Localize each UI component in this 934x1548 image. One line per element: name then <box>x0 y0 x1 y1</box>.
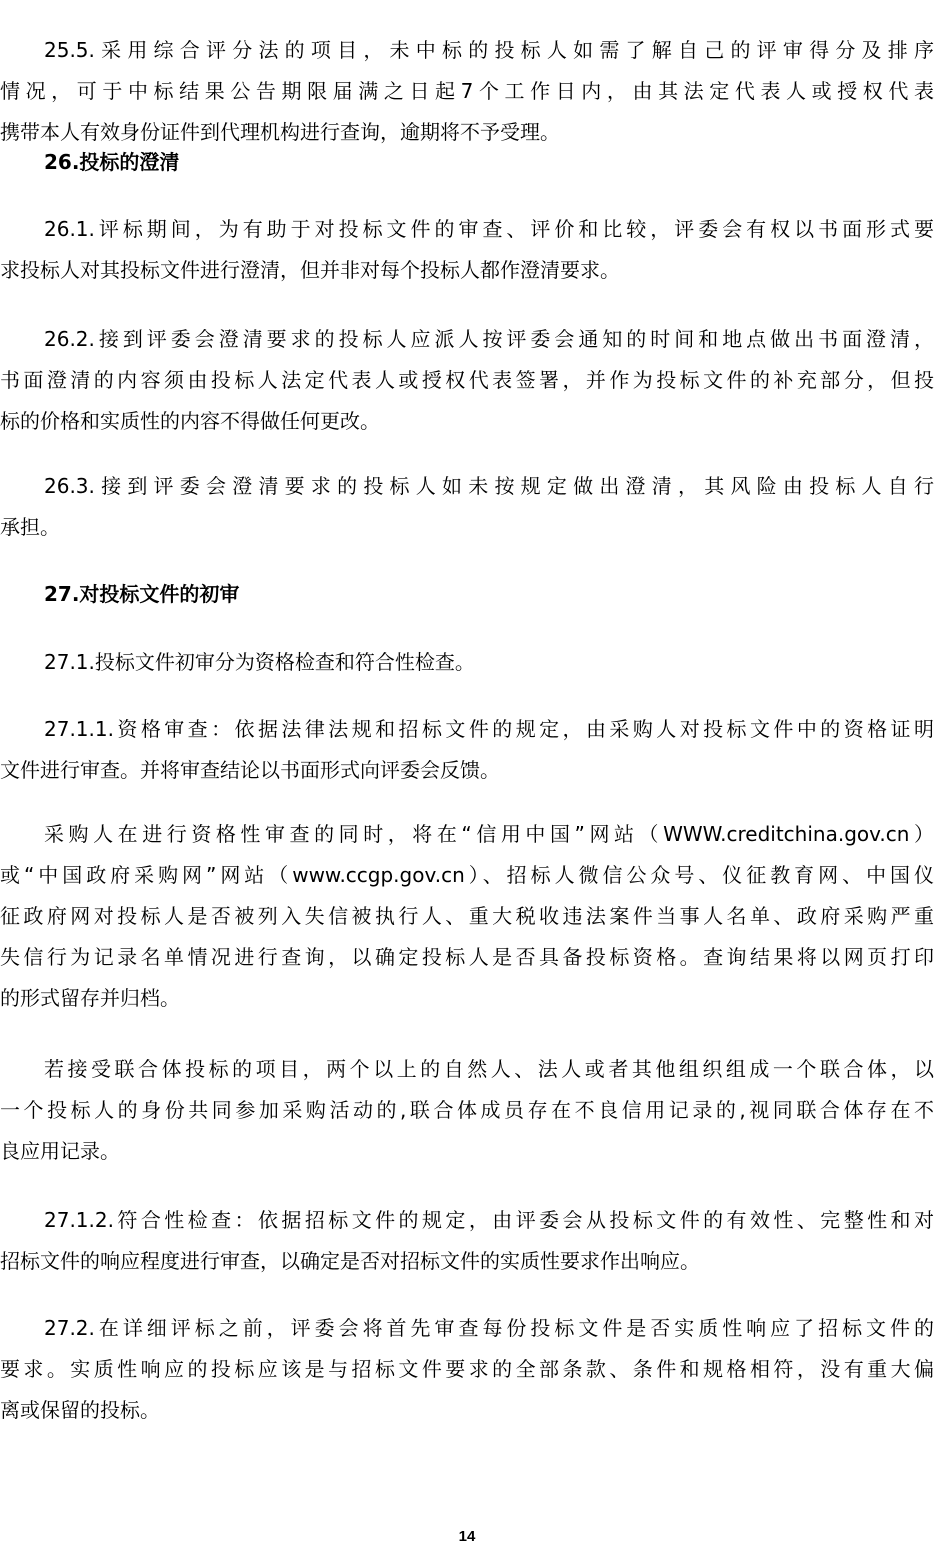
text-line: 标的价格和实质性的内容不得做任何更改。 <box>0 409 380 433</box>
text-line: 离或保留的投标。 <box>0 1398 160 1422</box>
text-line: 一个投标人的身份共同参加采购活动的,联合体成员存在不良信用记录的,视同联合体存在不 <box>0 1098 934 1122</box>
paragraph-27-2 <box>0 1308 934 1431</box>
text-line: 携带本人有效身份证件到代理机构进行查询，逾期将不予受理。 <box>0 120 560 144</box>
text-line: 情况，可于中标结果公告期限届满之日起7个工作日内，由其法定代表人或授权代表 <box>0 79 934 103</box>
paragraph-27-1-2 <box>0 1200 934 1282</box>
paragraph-25-5 <box>0 30 934 153</box>
text-line: 27.1.1.资格审查：依据法律法规和招标文件的规定，由采购人对投标文件中的资格证明 <box>44 717 934 741</box>
heading-27 <box>0 574 934 615</box>
text-line: 书面澄清的内容须由投标人法定代表人或授权代表签署，并作为投标文件的补充部分，但投 <box>0 368 934 392</box>
text-line: 26.2.接到评委会澄清要求的投标人应派人按评委会通知的时间和地点做出书面澄清， <box>44 327 934 351</box>
paragraph-26-3 <box>0 466 934 548</box>
paragraph-credit-check <box>0 814 934 1019</box>
text-line: 征政府网对投标人是否被列入失信被执行人、重大税收违法案件当事人名单、政府采购严重 <box>0 904 934 928</box>
text-line: 26.3.接到评委会澄清要求的投标人如未按规定做出澄清，其风险由投标人自行 <box>44 474 934 498</box>
paragraph-27-1-1 <box>0 709 934 791</box>
text-line: 承担。 <box>0 515 60 539</box>
heading-26 <box>0 142 934 183</box>
text-line: 27.2.在详细评标之前，评委会将首先审查每份投标文件是否实质性响应了招标文件的 <box>44 1316 934 1340</box>
text-line: 文件进行审查。并将审查结论以书面形式向评委会反馈。 <box>0 758 500 782</box>
text-line: 失信行为记录名单情况进行查询，以确定投标人是否具备投标资格。查询结果将以网页打印 <box>0 945 934 969</box>
section-heading: 27.对投标文件的初审 <box>44 582 240 606</box>
text-line: 的形式留存并归档。 <box>0 986 180 1010</box>
text-line: 26.1.评标期间，为有助于对投标文件的审查、评价和比较，评委会有权以书面形式要 <box>44 217 934 241</box>
paragraph-26-2 <box>0 319 934 442</box>
text-line: 求投标人对其投标文件进行澄清，但并非对每个投标人都作澄清要求。 <box>0 258 620 282</box>
text-line: 27.1.2.符合性检查：依据招标文件的规定，由评委会从投标文件的有效性、完整性和对 <box>44 1208 934 1232</box>
paragraph-27-1 <box>0 642 934 683</box>
paragraph-26-1 <box>0 209 934 291</box>
text-line: 或“中国政府采购网”网站（www.ccgp.gov.cn）、招标人微信公众号、仪征教育网、中国仪 <box>0 863 934 887</box>
text-line: 25.5.采用综合评分法的项目，未中标的投标人如需了解自己的评审得分及排序 <box>44 38 934 62</box>
text-line: 若接受联合体投标的项目，两个以上的自然人、法人或者其他组织组成一个联合体，以 <box>44 1057 934 1081</box>
text-line: 27.1.投标文件初审分为资格检查和符合性检查。 <box>44 650 475 674</box>
text-line: 招标文件的响应程度进行审查，以确定是否对招标文件的实质性要求作出响应。 <box>0 1249 700 1273</box>
section-heading: 26.投标的澄清 <box>44 150 180 174</box>
paragraph-consortium <box>0 1049 934 1172</box>
text-line: 良应用记录。 <box>0 1139 120 1163</box>
text-line: 采购人在进行资格性审查的同时，将在“信用中国”网站（WWW.creditchina.gov.cn） <box>44 822 934 846</box>
page-number: 14 <box>458 1528 476 1545</box>
text-line: 要求。实质性响应的投标应该是与招标文件要求的全部条款、条件和规格相符，没有重大偏 <box>0 1357 934 1381</box>
